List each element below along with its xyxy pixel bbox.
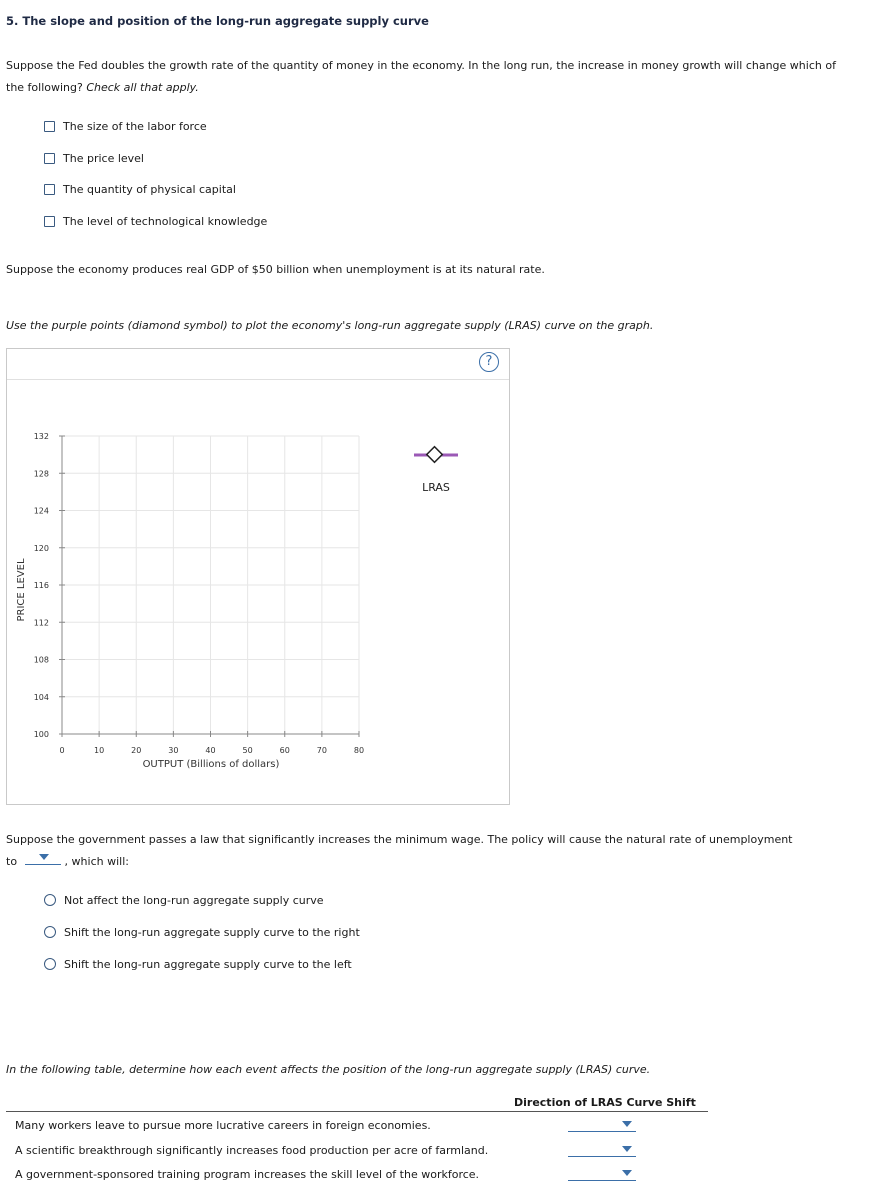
y-tick-label: 120 xyxy=(33,543,49,553)
lras-shift-dropdown-1[interactable] xyxy=(568,1119,636,1132)
axes xyxy=(59,436,359,737)
y-tick-label: 104 xyxy=(33,692,49,702)
min-wage-prefix: to xyxy=(6,855,18,868)
y-tick-label: 108 xyxy=(33,655,49,665)
x-tick-label: 20 xyxy=(131,746,142,755)
question-title: 5. The slope and position of the long-run aggregate supply curve xyxy=(6,14,429,28)
radio-option-shift-left[interactable] xyxy=(44,956,352,972)
y-tick-label: 132 xyxy=(33,432,49,441)
y-tick-label: 128 xyxy=(33,469,49,479)
chevron-down-icon xyxy=(39,854,49,860)
min-wage-question xyxy=(6,829,876,873)
checkbox-option-tech-knowledge[interactable] xyxy=(44,213,267,229)
min-wage-suffix: , which will: xyxy=(64,855,129,868)
checkbox[interactable] xyxy=(44,121,55,132)
chevron-down-icon xyxy=(622,1170,632,1176)
y-tick-label: 124 xyxy=(33,506,49,516)
chevron-down-icon xyxy=(622,1121,632,1127)
checkbox-label: The price level xyxy=(63,151,144,165)
y-tick-label: 112 xyxy=(33,618,49,628)
x-tick-label: 30 xyxy=(168,746,179,755)
table-row-label: A government-sponsored training program increases the skill level of the workforce. xyxy=(15,1168,480,1181)
checkbox[interactable] xyxy=(44,216,55,227)
help-icon[interactable]: ? xyxy=(479,352,499,372)
checkbox[interactable] xyxy=(44,184,55,195)
intro-text-2: the following? xyxy=(6,81,83,94)
gdp-statement: Suppose the economy produces real GDP of $50 billion when unemployment is at its natural rate. xyxy=(6,263,545,276)
y-axis-label: PRICE LEVEL xyxy=(16,558,27,622)
diamond-icon[interactable] xyxy=(427,447,443,463)
radio-option-no-effect[interactable] xyxy=(44,892,324,908)
graph-toolbar xyxy=(7,349,509,380)
table-row-label: A scientific breakthrough significantly increases food production per acre of farmland. xyxy=(15,1144,489,1157)
radio-button[interactable] xyxy=(44,894,56,906)
radio-button[interactable] xyxy=(44,958,56,970)
lras-shift-dropdown-3[interactable] xyxy=(568,1168,636,1181)
x-tick-label: 10 xyxy=(94,746,105,755)
intro-text: Suppose the Fed doubles the growth rate of the quantity of money in the economy. In the long run, the increase in money growth will change which of xyxy=(6,59,836,72)
intro-instruction: Check all that apply. xyxy=(86,81,199,94)
y-tick-label: 116 xyxy=(33,581,49,590)
checkbox-option-physical-capital[interactable] xyxy=(44,181,236,197)
table-column-header: Direction of LRAS Curve Shift xyxy=(514,1096,696,1109)
checkbox[interactable] xyxy=(44,153,55,164)
x-tick-label: 50 xyxy=(242,746,253,755)
lras-tool[interactable] xyxy=(414,447,458,463)
checkbox-label: The quantity of physical capital xyxy=(63,182,236,196)
checkbox-label: The size of the labor force xyxy=(63,119,207,133)
lras-legend-label: LRAS xyxy=(422,481,450,494)
checkbox-label: The level of technological knowledge xyxy=(63,214,268,228)
checkbox-option-price-level[interactable] xyxy=(44,150,144,166)
grid-lines xyxy=(62,436,359,734)
y-tick-label: 100 xyxy=(33,730,49,739)
table-header-rule xyxy=(6,1111,708,1112)
lras-shift-dropdown-2[interactable] xyxy=(568,1144,636,1157)
table-instruction: In the following table, determine how each event affects the position of the long-run aggregate supply (LRAS) curve. xyxy=(6,1063,651,1076)
x-tick-label: 70 xyxy=(316,746,327,755)
chevron-down-icon xyxy=(622,1146,632,1152)
checkbox-option-labor-force[interactable] xyxy=(44,118,207,134)
table-row-label: Many workers leave to pursue more lucrative careers in foreign economies. xyxy=(15,1119,431,1132)
radio-label: Not affect the long-run aggregate supply curve xyxy=(64,893,324,907)
radio-label: Shift the long-run aggregate supply curve to the right xyxy=(64,925,360,939)
graph-instruction: Use the purple points (diamond symbol) to plot the economy's long-run aggregate supply (LRAS) curve on the graph. xyxy=(6,319,654,332)
lras-graph[interactable] xyxy=(7,380,507,800)
x-tick-label: 40 xyxy=(205,746,216,755)
radio-button[interactable] xyxy=(44,926,56,938)
question-intro xyxy=(6,55,876,99)
radio-label: Shift the long-run aggregate supply curve to the left xyxy=(64,957,352,971)
radio-option-shift-right[interactable] xyxy=(44,924,360,940)
x-axis-label: OUTPUT (Billions of dollars) xyxy=(142,759,280,770)
x-tick-label: 60 xyxy=(279,746,290,755)
x-tick-labels xyxy=(59,746,364,755)
y-tick-labels xyxy=(34,432,49,739)
min-wage-text: Suppose the government passes a law that significantly increases the minimum wage. The policy will cause the natural rate of unemployment xyxy=(6,833,793,846)
x-tick-label: 80 xyxy=(353,746,365,755)
x-tick-label: 0 xyxy=(59,746,65,755)
unemployment-dropdown[interactable] xyxy=(25,852,61,865)
